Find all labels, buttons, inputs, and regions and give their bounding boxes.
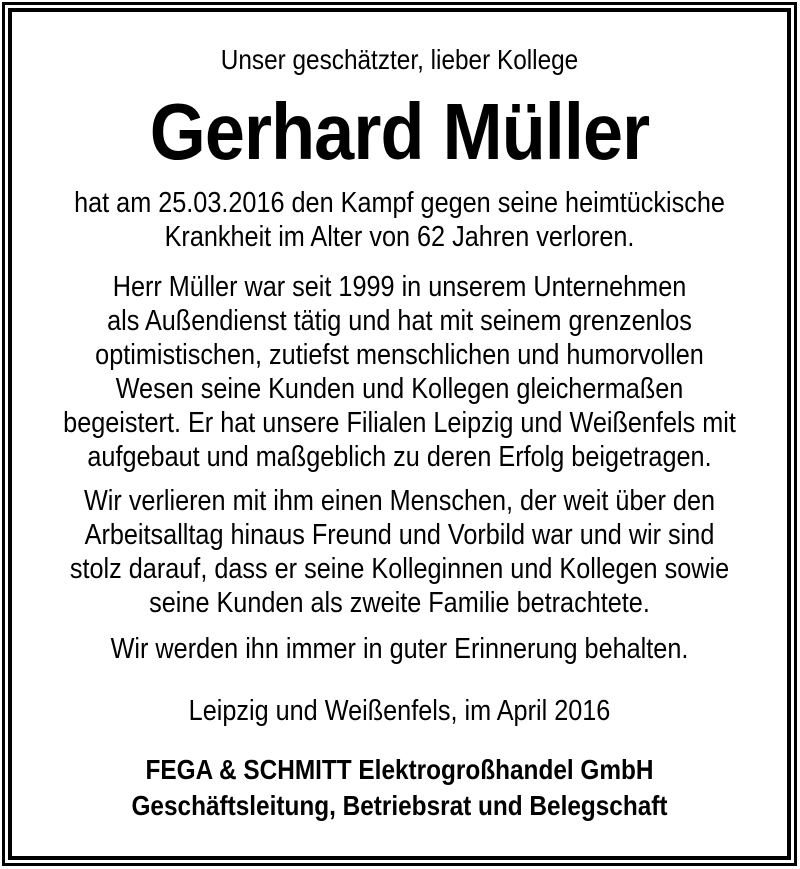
text-line: Herr Müller war seit 1999 in unserem Unternehmen <box>112 271 687 303</box>
obituary-outer-border <box>2 2 797 866</box>
text-line: Krankheit im Alter von 62 Jahren verloren. <box>164 221 635 253</box>
obituary-content <box>12 12 787 824</box>
text-line: seine Kunden als zweite Familie betrachtete. <box>149 587 650 619</box>
remembrance-paragraph <box>12 632 787 666</box>
signature-block <box>12 752 787 824</box>
death-notice-paragraph <box>12 186 787 254</box>
text-line: optimistischen, zutiefst menschlichen und humorvollen <box>95 339 704 371</box>
signatories: Geschäftsleitung, Betriebsrat und Belegschaft <box>131 790 668 821</box>
text-line: als Außendienst tätig und hat mit seinem grenzenlos <box>107 305 692 337</box>
deceased-name: Gerhard Müller <box>149 87 650 176</box>
tribute-paragraph <box>12 270 787 474</box>
text-line: Arbeitsalltag hinaus Freund und Vorbild war und wir sind <box>84 519 715 551</box>
text-line: stolz darauf, dass er seine Kolleginnen und Kollegen sowie <box>69 553 730 585</box>
text-line: begeistert. Er hat unsere Filialen Leipzig und Weißenfels mit <box>63 407 736 439</box>
text-line: Wesen seine Kunden und Kollegen gleichermaßen <box>115 373 684 405</box>
loss-paragraph <box>12 484 787 620</box>
text-line: aufgebaut und maßgeblich zu deren Erfolg beigetragen. <box>87 441 712 473</box>
intro-line: Unser geschätzter, lieber Kollege <box>220 44 579 75</box>
text-line: Wir werden ihn immer in guter Erinnerung behalten. <box>110 633 689 665</box>
text-line: Leipzig und Weißenfels, im April 2016 <box>188 695 611 727</box>
text-line: hat am 25.03.2016 den Kampf gegen seine heimtückische <box>74 187 725 219</box>
place-date-line <box>12 694 787 728</box>
text-line: Wir verlieren mit ihm einen Menschen, der weit über den <box>83 485 716 517</box>
company-name: FEGA & SCHMITT Elektrogroßhandel GmbH <box>145 754 654 785</box>
obituary-inner-border <box>8 8 791 860</box>
